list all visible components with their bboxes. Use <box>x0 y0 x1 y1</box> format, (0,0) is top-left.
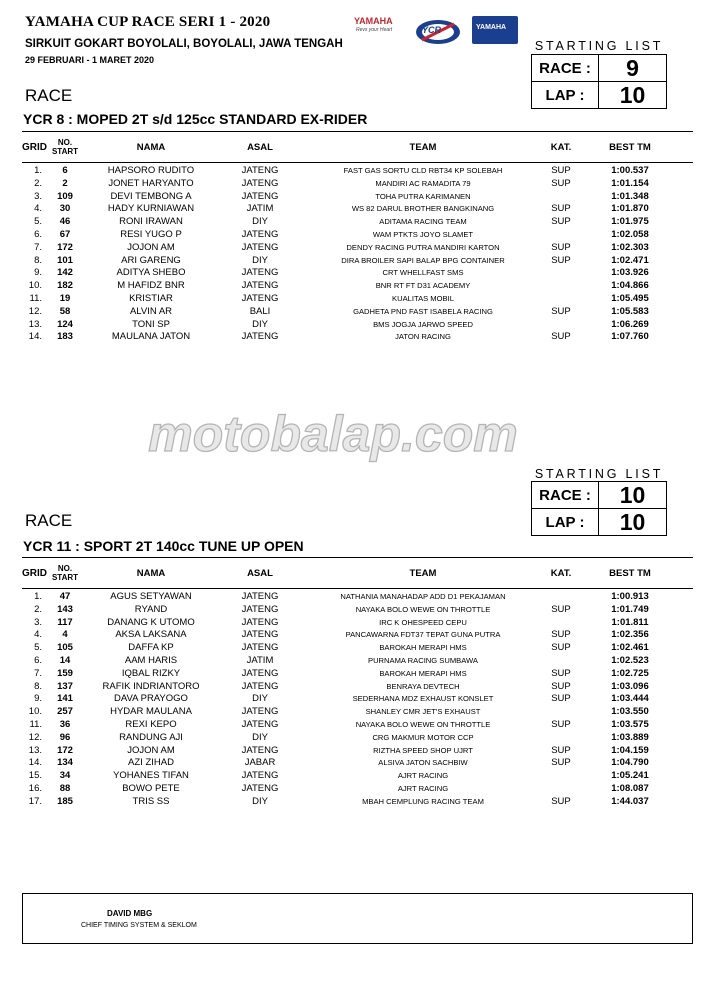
table-row <box>22 178 693 191</box>
best-time-cell: 1:02.461 <box>611 642 649 654</box>
origin-cell: JATENG <box>241 228 279 240</box>
grid-cell: 9. <box>34 267 42 279</box>
start-number-cell: 2 <box>62 177 68 189</box>
best-time-cell: 1:01.975 <box>611 216 649 228</box>
rider-name-cell: AAM HARIS <box>124 654 178 666</box>
origin-cell: JATENG <box>241 667 279 679</box>
col-team: TEAM <box>409 141 437 153</box>
best-time-cell: 1:03.889 <box>611 731 649 743</box>
best-time-cell: 1:01.811 <box>611 616 649 628</box>
table-row <box>22 732 693 745</box>
rider-name-cell: HAPSORO RUDITO <box>107 165 195 176</box>
grid-cell: 14. <box>28 331 42 343</box>
watermark-text: motobalap.com <box>148 406 518 462</box>
start-number-cell: 30 <box>59 203 71 215</box>
start-number-cell: 159 <box>57 667 73 679</box>
rider-name-cell: TONI SP <box>132 318 170 330</box>
grid-cell: 7. <box>34 667 42 679</box>
table-row <box>22 770 693 783</box>
category-cell: SUP <box>551 642 571 654</box>
origin-cell: JATENG <box>241 642 279 654</box>
race-key: RACE : <box>532 55 599 81</box>
origin-cell: JATENG <box>241 165 279 176</box>
start-number-cell: 134 <box>57 757 73 769</box>
col-kat: KAT. <box>550 141 572 153</box>
category-cell: SUP <box>551 241 571 253</box>
start-number-cell: 117 <box>57 616 73 628</box>
rider-name-cell: HYDAR MAULANA <box>110 706 192 718</box>
class-title-1: YCR 8 : MOPED 2T s/d 125cc STANDARD EX-RIDER <box>23 111 368 127</box>
table-row <box>22 617 693 630</box>
rider-name-cell: ARI GARENG <box>121 254 181 266</box>
table-row <box>22 629 693 642</box>
rider-name-cell: AZI ZIHAD <box>128 757 174 769</box>
results-table-1 <box>22 131 693 344</box>
best-time-cell: 1:03.096 <box>611 680 649 692</box>
start-number-cell: 67 <box>59 228 71 240</box>
start-number-cell: 58 <box>59 305 71 317</box>
team-cell: BAROKAH MERAPI HMS <box>379 668 467 678</box>
best-time-cell: 1:00.913 <box>611 591 649 602</box>
team-cell: CRT WHELLFAST SMS <box>382 268 464 278</box>
team-cell: MANDIRI AC RAMADITA 79 <box>375 178 471 188</box>
sponsor-logos <box>352 16 520 48</box>
best-time-cell: 1:01.154 <box>611 177 649 189</box>
start-number-cell: 172 <box>57 241 73 253</box>
event-venue: SIRKUIT GOKART BOYOLALI, BOYOLALI, JAWA TENGAH <box>25 38 343 50</box>
table-row <box>22 293 693 306</box>
grid-cell: 2. <box>34 177 42 189</box>
table-row <box>22 242 693 255</box>
category-cell: SUP <box>551 603 571 615</box>
table-row <box>22 796 693 809</box>
grid-cell: 13. <box>28 318 42 330</box>
category-cell: SUP <box>551 795 571 807</box>
race-value: 10 <box>619 481 646 508</box>
grid-cell: 1. <box>34 165 42 176</box>
grid-cell: 3. <box>34 616 42 628</box>
best-time-cell: 1:06.269 <box>611 318 649 330</box>
origin-cell: JATENG <box>241 629 279 641</box>
rider-name-cell: IQBAL RIZKY <box>121 667 181 679</box>
grid-cell: 16. <box>28 782 42 794</box>
team-cell: CRG MAKMUR MOTOR CCP <box>372 732 474 742</box>
start-number-cell: 141 <box>57 693 73 705</box>
team-cell: RIZTHA SPEED SHOP UJRT <box>373 745 473 755</box>
origin-cell: JATIM <box>246 203 274 215</box>
best-time-cell: 1:44.037 <box>611 795 649 807</box>
lap-row <box>532 81 666 108</box>
origin-cell: JATIM <box>246 654 274 666</box>
table-row <box>22 203 693 216</box>
grid-cell: 9. <box>34 693 42 705</box>
grid-cell: 4. <box>34 629 42 641</box>
col-no: NO. <box>57 564 73 573</box>
category-cell: SUP <box>551 177 571 189</box>
team-cell: GADHETA PND FAST ISABELA RACING <box>353 306 493 316</box>
grid-cell: 6. <box>34 654 42 666</box>
rider-name-cell: KRISTIAR <box>129 292 173 304</box>
start-number-cell: 257 <box>57 706 73 718</box>
origin-cell: JATENG <box>241 190 279 202</box>
race-key: RACE : <box>532 482 599 508</box>
start-number-cell: 4 <box>62 629 68 641</box>
best-time-cell: 1:04.159 <box>611 744 649 756</box>
grid-cell: 6. <box>34 228 42 240</box>
team-cell: TOHA PUTRA KARIMANEN <box>375 191 471 201</box>
origin-cell: JATENG <box>241 616 279 628</box>
grid-cell: 1. <box>34 591 42 602</box>
team-cell: WS 82 DARUL BROTHER BANGKINANG <box>351 204 495 214</box>
team-cell: SHANLEY CMR JET'S EXHAUST <box>365 707 481 717</box>
best-time-cell: 1:05.583 <box>611 305 649 317</box>
table-row <box>22 280 693 293</box>
rider-name-cell: REXI KEPO <box>125 718 177 730</box>
rider-name-cell: MAULANA JATON <box>111 331 191 343</box>
category-cell: SUP <box>551 757 571 769</box>
origin-cell: DIY <box>252 693 268 705</box>
team-cell: BMS JOGJA JARWO SPEED <box>373 319 473 329</box>
table-row <box>22 719 693 732</box>
race-number-row <box>532 55 666 81</box>
col-best: BEST TM <box>609 141 651 153</box>
best-time-cell: 1:04.866 <box>611 280 649 292</box>
col-name: NAMA <box>136 141 166 153</box>
rider-name-cell: AGUS SETYAWAN <box>110 591 192 602</box>
origin-cell: DIY <box>252 318 268 330</box>
grid-cell: 3. <box>34 190 42 202</box>
origin-cell: JATENG <box>241 770 279 782</box>
col-kat: KAT. <box>550 567 572 579</box>
best-time-cell: 1:02.356 <box>611 629 649 641</box>
grid-cell: 8. <box>34 680 42 692</box>
best-time-cell: 1:03.575 <box>611 718 649 730</box>
category-cell: SUP <box>551 203 571 215</box>
team-cell: SEDERHANA MDZ EXHAUST KONSLET <box>352 694 494 704</box>
origin-cell: JATENG <box>241 782 279 794</box>
origin-cell: JABAR <box>244 757 276 769</box>
start-number-cell: 14 <box>59 654 71 666</box>
lap-value: 10 <box>619 81 646 108</box>
team-cell: BAROKAH MERAPI HMS <box>379 643 467 653</box>
rider-name-cell: AKSA LAKSANA <box>115 629 187 641</box>
event-title: YAMAHA CUP RACE SERI 1 - 2020 <box>25 14 271 30</box>
team-cell: JATON RACING <box>395 332 451 342</box>
results-table-2 <box>22 557 693 809</box>
rider-name-cell: BOWO PETE <box>122 782 180 794</box>
grid-cell: 12. <box>28 731 42 743</box>
category-cell: SUP <box>551 718 571 730</box>
start-number-cell: 172 <box>57 744 73 756</box>
grid-cell: 11. <box>29 718 42 730</box>
start-number-cell: 182 <box>57 280 73 292</box>
team-cell: IRC K OHESPEED CEPU <box>379 617 467 627</box>
start-number-cell: 101 <box>57 254 73 266</box>
table-row <box>22 331 693 344</box>
grid-cell: 2. <box>34 603 42 615</box>
origin-cell: JATENG <box>241 331 279 343</box>
start-number-cell: 47 <box>59 591 71 602</box>
rider-name-cell: RANDUNG AJI <box>119 731 183 743</box>
grid-cell: 5. <box>34 642 42 654</box>
team-cell: KUALITAS MOBIL <box>392 293 454 303</box>
start-number-cell: 6 <box>62 165 68 176</box>
yamaha-tagline: Revs your Heart <box>356 27 393 33</box>
grid-cell: 13. <box>28 744 42 756</box>
best-time-cell: 1:03.550 <box>611 706 649 718</box>
team-cell: NAYAKA BOLO WEWE ON THROTTLE <box>355 604 491 614</box>
start-number-cell: 88 <box>59 782 71 794</box>
best-time-cell: 1:01.870 <box>611 203 649 215</box>
origin-cell: DIY <box>252 254 268 266</box>
category-cell: SUP <box>551 693 571 705</box>
origin-cell: DIY <box>252 795 268 807</box>
grid-cell: 12. <box>28 305 42 317</box>
col-start: START <box>51 147 79 156</box>
rider-name-cell: DEVI TEMBONG A <box>110 190 192 202</box>
origin-cell: JATENG <box>241 292 279 304</box>
rider-name-cell: ALVIN AR <box>129 305 173 317</box>
best-time-cell: 1:02.523 <box>611 654 649 666</box>
table-row <box>22 319 693 332</box>
col-asal: ASAL <box>247 141 273 153</box>
rider-name-cell: RONI IRAWAN <box>119 216 183 228</box>
start-number-cell: 105 <box>57 642 73 654</box>
origin-cell: JATENG <box>241 177 279 189</box>
lap-value: 10 <box>619 508 646 535</box>
rider-name-cell: TRIS SS <box>132 795 170 807</box>
category-cell: SUP <box>551 680 571 692</box>
grid-cell: 10. <box>28 706 42 718</box>
yamaha-logo-left: YAMAHA <box>354 16 393 26</box>
lap-row <box>532 508 666 535</box>
table-row <box>22 783 693 796</box>
footer-signature-box <box>22 893 693 944</box>
table-row <box>22 681 693 694</box>
rider-name-cell: JOJON AM <box>127 241 175 253</box>
start-number-cell: 46 <box>59 216 71 228</box>
best-time-cell: 1:08.087 <box>611 782 649 794</box>
start-number-cell: 96 <box>59 731 71 743</box>
table-row <box>22 191 693 204</box>
best-time-cell: 1:02.725 <box>611 667 649 679</box>
team-cell: AJRT RACING <box>397 783 449 793</box>
origin-cell: JATENG <box>241 591 279 602</box>
category-cell: SUP <box>551 744 571 756</box>
lap-key: LAP : <box>532 82 599 108</box>
team-cell: MBAH CEMPLUNG RACING TEAM <box>362 796 484 806</box>
category-cell: SUP <box>551 254 571 266</box>
table-body <box>22 589 693 809</box>
start-number-cell: 143 <box>57 603 73 615</box>
best-time-cell: 1:02.471 <box>611 254 649 266</box>
origin-cell: JATENG <box>241 280 279 292</box>
rider-name-cell: RAFIK INDRIANTORO <box>102 680 200 692</box>
table-row <box>22 267 693 280</box>
starting-list-label-1: STARTING LIST <box>534 39 664 53</box>
rider-name-cell: RYAND <box>134 603 168 615</box>
official-name: DAVID MBG <box>107 909 153 918</box>
best-time-cell: 1:02.303 <box>611 241 649 253</box>
table-header <box>22 131 693 163</box>
team-cell: BENRAYA DEVTECH <box>386 681 460 691</box>
start-number-cell: 142 <box>57 267 73 279</box>
best-time-cell: 1:01.749 <box>611 603 649 615</box>
best-time-cell: 1:07.760 <box>611 331 649 343</box>
origin-cell: JATENG <box>241 603 279 615</box>
rider-name-cell: HADY KURNIAWAN <box>107 203 195 215</box>
rider-name-cell: M HAFIDZ BNR <box>117 280 185 292</box>
table-row <box>22 655 693 668</box>
category-cell: SUP <box>551 331 571 343</box>
origin-cell: JATENG <box>241 241 279 253</box>
start-number-cell: 124 <box>57 318 73 330</box>
grid-cell: 10. <box>28 280 42 292</box>
best-time-cell: 1:05.241 <box>611 770 649 782</box>
start-number-cell: 109 <box>57 190 73 202</box>
table-row <box>22 757 693 770</box>
table-row <box>22 604 693 617</box>
team-cell: WAM PTKTS JOYO SLAMET <box>372 229 474 239</box>
rider-name-cell: DAVA PRAYOGO <box>114 693 188 705</box>
best-time-cell: 1:00.537 <box>611 165 649 176</box>
col-asal: ASAL <box>247 567 273 579</box>
start-number-cell: 137 <box>57 680 73 692</box>
team-cell: FAST GAS SORTU CLD RBT34 KP SOLEBAH <box>343 166 503 175</box>
race-label-2: RACE <box>25 511 73 530</box>
origin-cell: JATENG <box>241 706 279 718</box>
start-number-cell: 19 <box>59 292 71 304</box>
col-no-start <box>50 132 80 162</box>
rider-name-cell: YOHANES TIFAN <box>113 770 189 782</box>
col-no-start <box>50 558 80 588</box>
yamaha-racing-logo <box>472 16 518 44</box>
category-cell: SUP <box>551 305 571 317</box>
table-row <box>22 745 693 758</box>
col-team: TEAM <box>409 567 437 579</box>
grid-cell: 4. <box>34 203 42 215</box>
grid-cell: 5. <box>34 216 42 228</box>
table-row <box>22 668 693 681</box>
rider-name-cell: ADITYA SHEBO <box>116 267 186 279</box>
table-row <box>22 255 693 268</box>
category-cell: SUP <box>551 216 571 228</box>
start-number-cell: 183 <box>57 331 73 343</box>
table-row <box>22 306 693 319</box>
team-cell: PANCAWARNA FDT37 TEPAT GUNA PUTRA <box>345 630 501 640</box>
grid-cell: 15. <box>28 770 42 782</box>
race-label-1: RACE <box>25 86 73 105</box>
origin-cell: DIY <box>252 216 268 228</box>
grid-cell: 7. <box>34 241 42 253</box>
official-role: CHIEF TIMING SYSTEM & SEKLOM <box>81 922 197 929</box>
class-title-2: YCR 11 : SPORT 2T 140cc TUNE UP OPEN <box>23 538 304 554</box>
table-header <box>22 557 693 589</box>
team-cell: ALSIVA JATON SACHBIW <box>378 758 468 768</box>
team-cell: PURNAMA RACING SUMBAWA <box>368 655 478 665</box>
col-start: START <box>51 573 79 582</box>
race-number-row <box>532 482 666 508</box>
rider-name-cell: JONET HARYANTO <box>108 177 194 189</box>
col-no: NO. <box>57 138 73 147</box>
best-time-cell: 1:04.790 <box>611 757 649 769</box>
grid-cell: 8. <box>34 254 42 266</box>
start-number-cell: 185 <box>57 795 73 807</box>
grid-cell: 14. <box>28 757 42 769</box>
rider-name-cell: JOJON AM <box>127 744 175 756</box>
rider-name-cell: DANANG K UTOMO <box>107 616 195 628</box>
col-best: BEST TM <box>609 567 651 579</box>
best-time-cell: 1:03.926 <box>611 267 649 279</box>
event-date: 29 FEBRUARI - 1 MARET 2020 <box>25 55 155 65</box>
table-row <box>22 216 693 229</box>
col-grid: GRID <box>22 141 47 153</box>
race-lap-box-1 <box>531 54 667 109</box>
race-value: 9 <box>626 54 639 81</box>
origin-cell: JATENG <box>241 744 279 756</box>
yamaha-logo-right: YAMAHA <box>476 24 507 31</box>
category-cell: SUP <box>551 629 571 641</box>
table-body <box>22 163 693 344</box>
origin-cell: BALI <box>249 305 271 317</box>
rider-name-cell: DAFFA KP <box>128 642 174 654</box>
team-cell: NAYAKA BOLO WEWE ON THROTTLE <box>355 719 491 729</box>
best-time-cell: 1:01.348 <box>611 190 649 202</box>
team-cell: BNR RT FT D31 ACADEMY <box>375 281 471 291</box>
table-row <box>22 165 693 178</box>
best-time-cell: 1:02.058 <box>611 228 649 240</box>
col-name: NAMA <box>136 567 166 579</box>
rider-name-cell: RESI YUGO P <box>120 228 182 240</box>
team-cell: DENDY RACING PUTRA MANDIRI KARTON <box>346 242 500 252</box>
team-cell: DIRA BROILER SAPI BALAP BPG CONTAINER <box>341 255 505 265</box>
origin-cell: DIY <box>252 731 268 743</box>
start-number-cell: 34 <box>59 770 71 782</box>
category-cell: SUP <box>551 165 571 176</box>
origin-cell: JATENG <box>241 267 279 279</box>
table-row <box>22 591 693 604</box>
starting-list-label-2: STARTING LIST <box>534 467 664 481</box>
team-cell: AJRT RACING <box>397 771 449 781</box>
table-row <box>22 642 693 655</box>
watermark-logo <box>128 406 538 470</box>
category-cell: SUP <box>551 667 571 679</box>
best-time-cell: 1:05.495 <box>611 292 649 304</box>
grid-cell: 17. <box>28 795 42 807</box>
start-number-cell: 36 <box>59 718 71 730</box>
origin-cell: JATENG <box>241 680 279 692</box>
team-cell: NATHANIA MANAHADAP ADD D1 PEKAJAMAN <box>340 592 506 601</box>
ycr-logo-text: YCR <box>422 25 442 35</box>
col-grid: GRID <box>22 567 47 579</box>
table-row <box>22 693 693 706</box>
origin-cell: JATENG <box>241 718 279 730</box>
table-row <box>22 229 693 242</box>
race-lap-box-2 <box>531 481 667 536</box>
grid-cell: 11. <box>29 292 42 304</box>
table-row <box>22 706 693 719</box>
lap-key: LAP : <box>532 509 599 535</box>
best-time-cell: 1:03.444 <box>611 693 649 705</box>
team-cell: ADITAMA RACING TEAM <box>379 217 467 227</box>
